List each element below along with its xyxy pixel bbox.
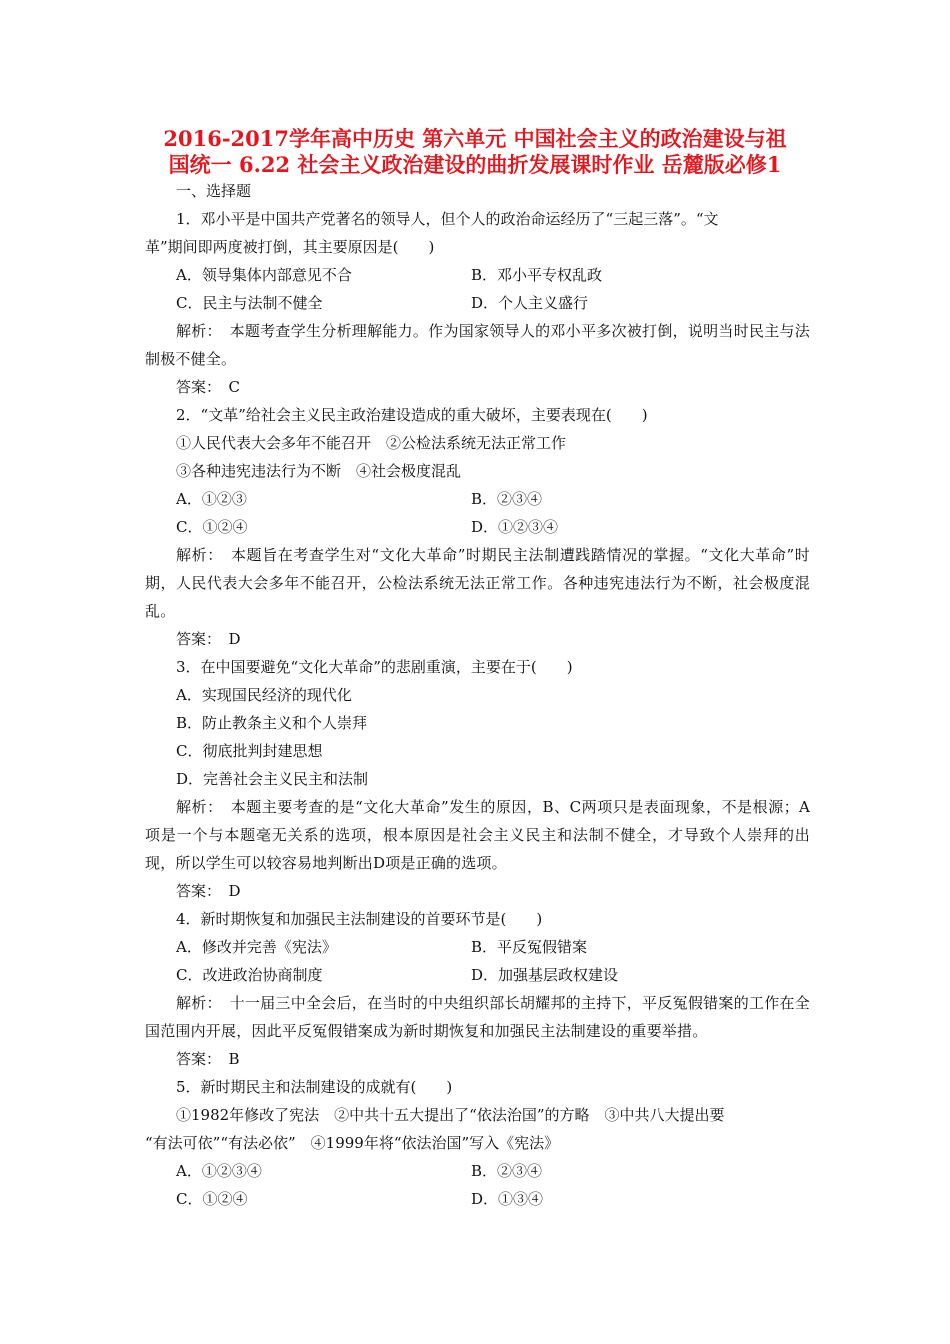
option-a: A．①②③④ xyxy=(176,1162,262,1180)
question-stem: 2．“文革”给社会主义民主政治建设造成的重大破坏，主要表现在( ) xyxy=(176,406,648,424)
answer: 答案： B xyxy=(176,1050,240,1068)
answer: 答案： D xyxy=(176,630,241,648)
option-d: D．完善社会主义民主和法制 xyxy=(176,770,369,788)
section-heading: 一、选择题 xyxy=(176,182,252,200)
option-c: C．改进政治协商制度 xyxy=(176,966,323,984)
option-d: D．个人主义盛行 xyxy=(471,294,589,312)
option-b: B．平反冤假错案 xyxy=(471,938,588,956)
question-items: ①1982年修改了宪法 ②中共十五大提出了“依法治国”的方略 ③中共八大提出要 xyxy=(176,1106,725,1124)
option-a: A．修改并完善《宪法》 xyxy=(176,938,337,956)
question-3 xyxy=(145,653,810,905)
option-row xyxy=(145,961,810,989)
answer: 答案： C xyxy=(176,378,240,396)
option-d: D．①②③④ xyxy=(471,518,559,536)
analysis: 解析： 十一届三中全会后，在当时的中央组织部长胡耀邦的主持下，平反冤假错案的工作在全国范围内开展，因此平反冤假错案成为新时期恢复和加强民主法制建设的重要举措。 xyxy=(145,994,810,1040)
option-b: B．②③④ xyxy=(471,490,543,508)
option-c: C．①②④ xyxy=(176,1190,248,1208)
option-row xyxy=(145,289,810,317)
option-row xyxy=(145,261,810,289)
analysis: 解析： 本题考查学生分析理解能力。作为国家领导人的邓小平多次被打倒，说明当时民主与法制极不健全。 xyxy=(145,322,810,368)
answer: 答案： D xyxy=(176,882,241,900)
option-b: B．防止教条主义和个人崇拜 xyxy=(176,714,368,732)
option-row xyxy=(145,513,810,541)
option-d: D．加强基层政权建设 xyxy=(471,966,619,984)
question-2 xyxy=(145,401,810,653)
option-c: C．①②④ xyxy=(176,518,248,536)
document-body xyxy=(145,177,810,1213)
option-row xyxy=(145,933,810,961)
option-row xyxy=(145,485,810,513)
question-items: “有法可依”“有法必依” ④1999年将“依法治国”写入《宪法》 xyxy=(145,1134,560,1152)
option-a: A．领导集体内部意见不合 xyxy=(176,266,352,284)
question-stem: 5．新时期民主和法制建设的成就有( ) xyxy=(176,1078,453,1096)
analysis: 解析： 本题旨在考查学生对“文化大革命”时期民主法制遭践踏情况的掌握。“文化大革命”时期，人民代表大会多年不能召开，公检法系统无法正常工作。各种违宪违法行为不断，社会极度混乱。 xyxy=(145,546,810,620)
option-b: B．邓小平专权乱政 xyxy=(471,266,603,284)
question-stem: 4．新时期恢复和加强民主法制建设的首要环节是( ) xyxy=(176,910,543,928)
option-row xyxy=(145,1157,810,1185)
analysis: 解析： 本题主要考查的是“文化大革命”发生的原因，B、C两项只是表面现象，不是根源；A项是一个与本题毫无关系的选项，根本原因是社会主义民主和法制不健全，才导致个人崇拜的出现，所以学生可以较容易地判断出D项是正确的选项。 xyxy=(145,798,810,872)
option-c: C．民主与法制不健全 xyxy=(176,294,323,312)
option-a: A．①②③ xyxy=(176,490,247,508)
option-b: B．②③④ xyxy=(471,1162,543,1180)
question-stem: 3．在中国要避免“文化大革命”的悲剧重演，主要在于( ) xyxy=(176,658,573,676)
question-items: ①人民代表大会多年不能召开 ②公检法系统无法正常工作 xyxy=(176,434,567,452)
question-stem: 1．邓小平是中国共产党著名的领导人，但个人的政治命运经历了“三起三落”。“文 xyxy=(176,210,719,228)
option-row xyxy=(145,1185,810,1213)
question-4 xyxy=(145,905,810,1073)
question-stem: 革”期间即两度被打倒，其主要原因是( ) xyxy=(145,238,435,256)
option-a: A．实现国民经济的现代化 xyxy=(176,686,352,704)
document-title xyxy=(100,126,850,178)
question-items: ③各种违宪违法行为不断 ④社会极度混乱 xyxy=(176,462,462,480)
option-d: D．①③④ xyxy=(471,1190,544,1208)
title-line-2: 国统一 6.22 社会主义政治建设的曲折发展课时作业 岳麓版必修1 xyxy=(168,152,782,177)
question-1 xyxy=(145,205,810,401)
question-5 xyxy=(145,1073,810,1213)
title-line-1: 2016-2017学年高中历史 第六单元 中国社会主义的政治建设与祖 xyxy=(163,126,787,151)
option-c: C．彻底批判封建思想 xyxy=(176,742,323,760)
